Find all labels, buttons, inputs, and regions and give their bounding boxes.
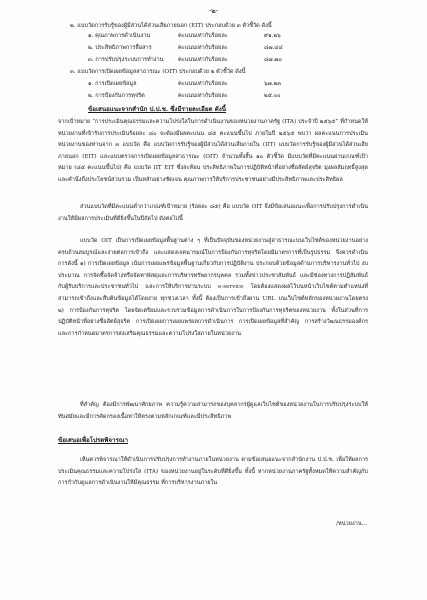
section-oit-header: ๓. แบบวัดการเปิดเผยข้อมูลสาธารณะ (OIT) ประกอบด้วย ๒ ตัวชี้วัด ดังนี้ xyxy=(70,69,246,75)
oit-item-1: ๑. การเปิดเผยข้อมูล xyxy=(88,81,137,87)
section-eit-header xyxy=(70,22,272,30)
continued-marker: /หน่วยงาน... xyxy=(336,521,367,527)
paragraph-proposal: เห็นควรพิจารณาให้ดำเนินการปรับปรุงการทำงานภายในหน่วยงาน ตามข้อเสนอแนะจากสำนักงาน ป.ป.ช. เพื่อให้ผลการประเมินคุณธรรมและความโปร่งใส (ITA) ของหน่วยงานอยู่ในระดับที่ดียิ่งขึ้น ทั้งนี้ หากหน่วยงานภาครัฐทั้งหมดให้ความสำคัญกับการกำกับดูแลการดำเนินงานให้มีคุณธรรม ที่การบริหารงานภายใน xyxy=(58,457,368,487)
heading-recommendations: ข้อเสนอแนะจากสำนัก ป.ป.ช. ซึ่งมีรายละเอียด ดังนี้ xyxy=(88,106,226,113)
eit-item-1-score: ๙๑.๒๖ xyxy=(264,33,281,39)
heading-proposal: ข้อเสนอเพื่อโปรดพิจารณา xyxy=(58,437,129,444)
eit-item-2-label: คะแนนเท่ากับร้อยละ xyxy=(178,45,228,51)
eit-item-1: ๑. คุณภาพการดำเนินงาน xyxy=(88,33,151,39)
eit-item-3: ๓. การปรับปรุงระบบการทำงาน xyxy=(88,57,164,63)
paragraph-oit-details: แบบวัด OIT เป็นการเปิดเผยข้อมูลพื้นฐานต่าง ๆ ที่เป็นปัจจุบันของหน่วยงานสู่สาธารณะบนเว็บไซต์ของหน่วยงานอย่างครบถ้วนสมบูรณ์และง่ายต่อการเข้าถึง และแสดงเจตนารมณ์ในการป้องกันการทุจริตโดยมีมาตรการที่เป็นรูปธรรม จึงควรดำเนินการดังนี้ ๑) การเปิดเผยข้อมูล เน้นการเผยแพร่ข้อมูลพื้นฐานเกี่ยวกับการปฏิบัติงาน ประกอบด้วยข้อมูลด้านการบริหารงานทั่วไป งบประมาณ การจัดซื้อจัดจ้างหรือจัดหาพัสดุและการบริหารทรัพยากรบุคคล รวมทั้งข่าวประชาสัมพันธ์ และมีช่องทางการปฏิสัมพันธ์กับผู้รับบริการและประชาชนทั่วไป และการให้บริการผ่านระบบ e-service โดยต้องแสดงผลไว้บนหน้าเว็บไซต์ตามตำแหน่งที่สามารถเข้าถึงและสืบค้นข้อมูลได้โดยง่าย ทุกช่วงเวลา ทั้งนี้ ต้องเป็นการเข้าถึงผ่าน URL บนเว็บไซต์หลักของหน่วยงานโดยตรง ๒) การป้องกันการทุจริต โดยจัดเตรียมและรวบรวมข้อมูลการดำเนินการในการป้องกันการทุจริตของหน่วยงาน ทั้งในส่วนที่การปฏิบัติหน้าที่อย่างซื่อสัตย์สุจริต การเปิดเผยการเผยแพร่ผลการดำเนินการ การเปิดเผยข้อมูลที่สำคัญ การสร้างวัฒนธรรมองค์กร และการกำหนดมาตรการส่งเสริมคุณธรรมและความโปร่งใสภายในหน่วยงาน xyxy=(58,238,368,337)
oit-item-1-score: ๖๗.๒๓ xyxy=(264,81,282,87)
eit-item-3-score: ๘๗.๗๐ xyxy=(264,57,282,63)
eit-item-2-score: ๘๗.๔๔ xyxy=(264,45,283,51)
eit-item-3-label: คะแนนเท่ากับร้อยละ xyxy=(178,57,228,63)
oit-item-2-score: ๒๕.๐๐ xyxy=(264,93,281,99)
oit-item-2-label: คะแนนเท่ากับร้อยละ xyxy=(178,93,228,99)
paragraph-target: จากเป้าหมาย “การประเมินคุณธรรมและความโปร่งใสในการดำเนินงานของหน่วยงานภาครัฐ (ITA) ประจำปี ๒๕๖๕” ที่กำหนดให้หน่วยงานที่เข้ารับการประเมินร้อยละ ๘๐ จะต้องมีผลคะแนน ๘๕ คะแนนขึ้นไป ภายในปี ๒๕๖๕ พบว่า ผลคะแนนการประเมินหน่วยงานของท่านจาก ๓ แบบวัด คือ แบบวัดการรับรู้ของผู้มีส่วนได้ส่วนเสียภายใน (IIT) แบบวัดการรับรู้ของผู้มีส่วนได้ส่วนเสียภายนอก (EIT) และแบบตรวจการเปิดเผยข้อมูลสาธารณะ (OIT) จำนวนทั้งสิ้น ๑๐ ตัวชี้วัด มีแบบวัดที่มีคะแนนผ่านเกณฑ์เป้าหมาย (๘๕ คะแนนขึ้นไป) คือ แบบวัด IIT EIT ซึ่งสะท้อน ประสิทธิภาพในการปฏิบัติหน้าที่อย่างซื่อสัตย์สุจริต มุ่งผลสัมฤทธิ์สูงสุดและคำนึงถึงประโยชน์ส่วนรวม เป็นหลักอย่างชัดเจน คุณภาพการให้บริการประชาชนอย่างมีประสิทธิภาพและประสิทธิผล xyxy=(58,119,368,183)
section-number: ๒. xyxy=(70,23,76,29)
oit-item-2: ๒. การป้องกันการทุจริต xyxy=(88,93,145,99)
section-title: แบบวัดการรับรู้ของผู้มีส่วนได้ส่วนเสียภายนอก (EIT) ประกอบด้วย ๓ ตัวชี้วัด ดังนี้ xyxy=(77,23,272,29)
oit-item-1-label: คะแนนเท่ากับร้อยละ xyxy=(178,81,228,87)
eit-item-2: ๒. ประสิทธิภาพการสื่อสาร xyxy=(88,45,152,51)
paragraph-oit-below-target: ส่วนแบบวัดที่มีคะแนนต่ำกว่าเกณฑ์เป้าหมาย (ร้อยละ ๘๕) คือ แบบวัด OIT จึงมีข้อเสนอแนะเพื่อการปรับปรุงการดำเนินงานให้มีผลการประเมินที่ดียิ่งขึ้นในปีถัดไป ดังต่อไปนี้ xyxy=(58,204,368,222)
page-number: -๒- xyxy=(208,7,219,15)
eit-item-1-label: คะแนนเท่ากับร้อยละ xyxy=(178,33,228,39)
paragraph-capacity: ที่สำคัญ ต้องมีการพัฒนาศักยภาพ ความรู้ความสามารถของบุคลากรผู้ดูแลเว็บไซต์ของหน่วยงานในการปรับปรุงระบบให้ทันสมัยและมีการคัดกรองเนื้อหาให้ตรงตามหลักเกณฑ์และมีประสิทธิภาพ xyxy=(58,402,368,420)
